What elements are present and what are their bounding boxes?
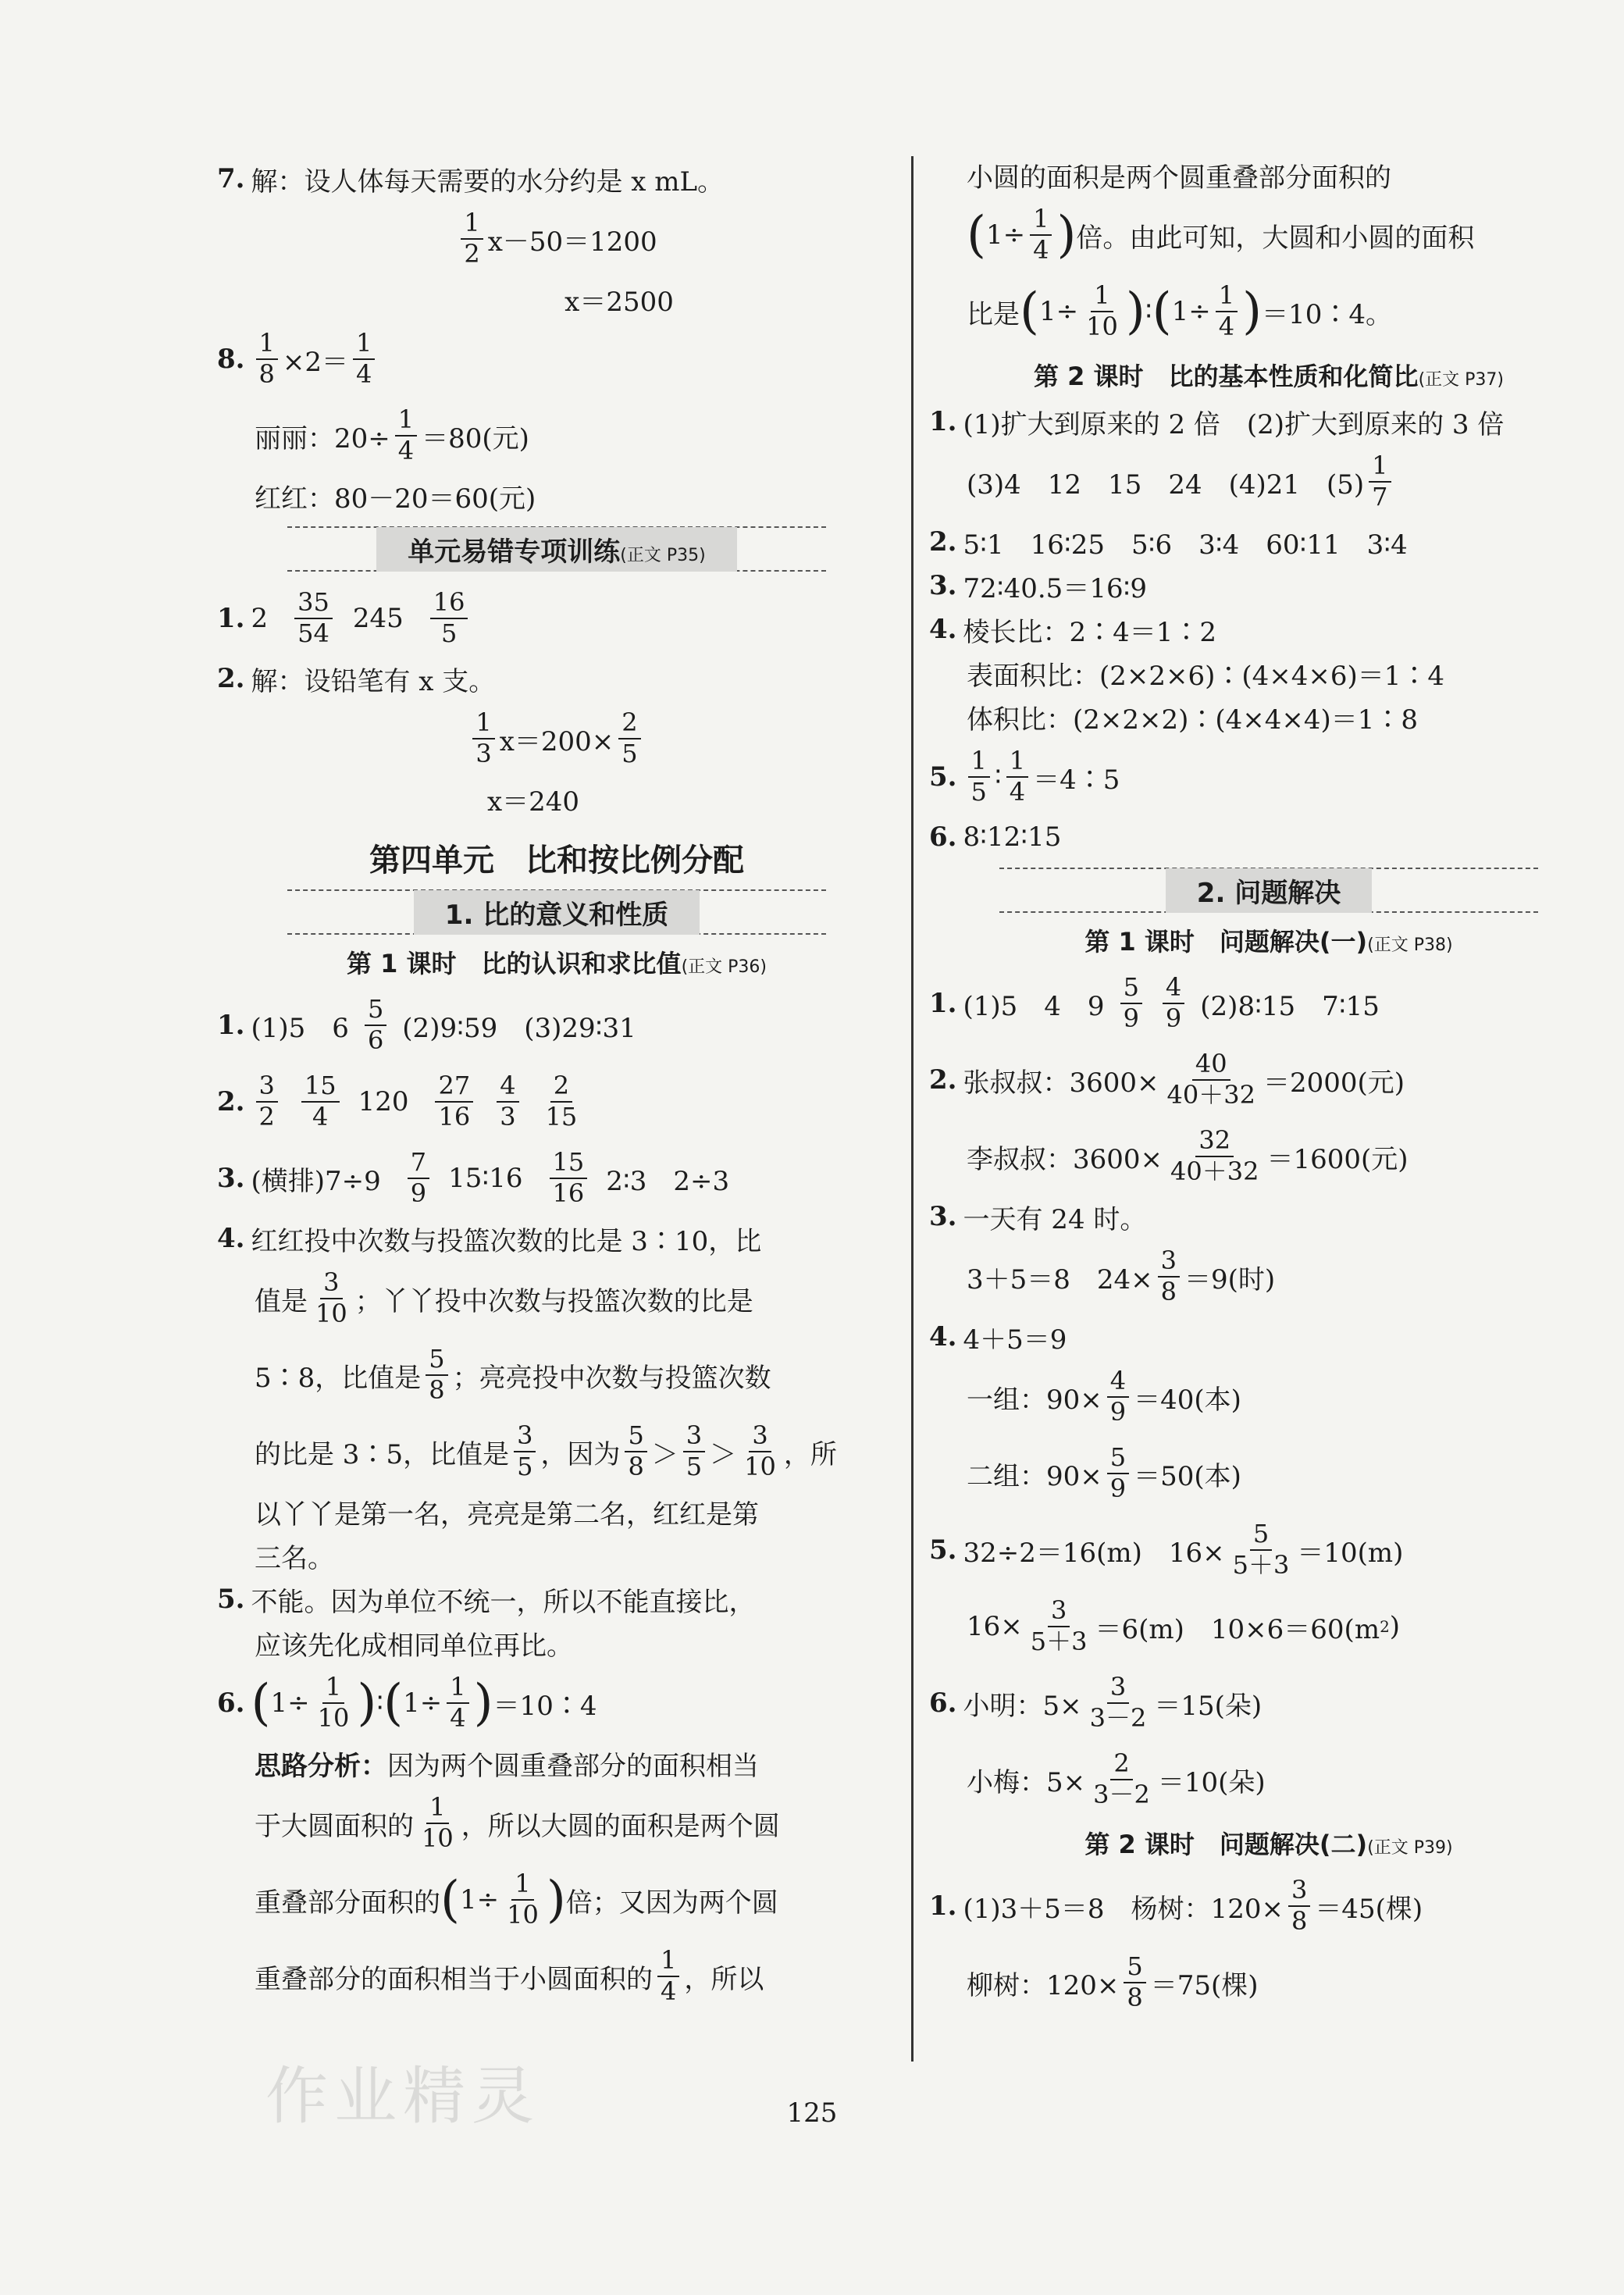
r-q3: 3. 72∶40.5＝16∶9 [929, 570, 1148, 604]
r-q5: 5. $\frac{1}{5}$ ∶ $\frac{1}{4}$ ＝4∶5 [929, 746, 1120, 807]
cont-line-3: 比是 ( 1÷ $\frac{1}{10}$ ) ∶ ( 1÷ $\frac{1}{4}$ ) ＝10∶4。 [967, 280, 1392, 341]
l1-q6: 6. ( 1÷ $\frac{1}{10}$ ) ∶ ( 1÷ $\frac{1}{4}$ ) ＝10∶4 [217, 1672, 597, 1733]
l1-q4-line-5: 以丫丫是第一名，亮亮是第二名，红红是第 [255, 1499, 759, 1531]
left-column [217, 156, 896, 2015]
cont-line-1: 小圆的面积是两个圆重叠部分面积的 [967, 162, 1391, 194]
l1-q2: 2. $\frac{3}{2}$ $\frac{15}{4}$ 120 $\frac{27}{16}$ $\frac{4}{3}$ $\frac{2}{15}$ [217, 1071, 578, 1131]
l1-q6-note-4: 重叠部分的面积相当于小圆面积的 $\frac{1}{4}$ ，所以 [255, 1945, 764, 2006]
p-q4-line-1: 4. 4＋5＝9 [929, 1321, 1067, 1356]
right-column [929, 152, 1608, 2022]
l1-q4-line-3: 5∶8，比值是 $\frac{5}{8}$ ；亮亮投中次数与投篮次数 [255, 1344, 771, 1405]
q8-line-3: 红红：80－20＝60(元) [255, 483, 536, 515]
section-header-unit-errors: 单元易错专项训练(正文 P35) [217, 526, 896, 572]
p-q2-line-1: 2. 张叔叔：3600× $\frac{40}{40+32}$ ＝2000(元) [929, 1049, 1405, 1110]
l1-q1: 1. (1)5 6 $\frac{5}{6}$ (2)9∶59 (3)29∶31 [217, 994, 636, 1055]
r-q1-line-1: 1. (1)扩大到原来的 2 倍 (2)扩大到原来的 3 倍 [929, 406, 1505, 440]
q8-line-2: 丽丽：20÷ $\frac{1}{4}$ ＝80(元) [255, 404, 529, 465]
p-q5-line-2: 16× $\frac{3}{5+3}$ ＝6(m) 10×6＝60(m 2 ) [967, 1595, 1401, 1656]
column-divider [911, 156, 914, 2062]
s1-q2: 2. 解：设铅笔有 x 支。 [217, 663, 496, 697]
watermark: 作业精灵 [265, 2060, 540, 2133]
page-number: 125 [786, 2097, 838, 2129]
p-q6-line-2: 小梅：5× $\frac{2}{3-2}$ ＝10(朵) [967, 1748, 1266, 1809]
cont-line-2: ( 1÷ $\frac{1}{4}$ ) 倍。由此可知，大圆和小圆的面积 [967, 204, 1475, 265]
r1-line-1: 1. (1)3＋5＝8 杨树：120× $\frac{3}{8}$ ＝45(棵) [929, 1875, 1423, 1936]
lesson-title-4: 第 2 课时 问题解决(二)(正文 P39) [1084, 1830, 1453, 1859]
s1-q2-equation: $\frac{1}{3}$ x＝200× $\frac{2}{5}$ [217, 701, 896, 776]
l1-q4-line-4: 的比是 3∶5，比值是 $\frac{3}{5}$ ，因为 $\frac{5}{8}$ ＞ $\frac{3}{5}$ ＞ $\frac{3}{10}$ ，所 [255, 1420, 837, 1481]
r-q4-line-2: 表面积比：(2×2×6)∶(4×4×6)＝1∶4 [967, 660, 1445, 692]
p-q1: 1. (1)5 4 9 $\frac{5}{9}$ $\frac{4}{9}$ (2)8∶15 7∶15 [929, 972, 1380, 1033]
section-header-ratio-meaning: 1. 比的意义和性质 [217, 889, 896, 935]
l1-q4-line-6: 三名。 [255, 1542, 334, 1574]
r-q2: 2. 5∶1 16∶25 5∶6 3∶4 60∶11 3∶4 [929, 526, 1408, 561]
l1-q5-line-1: 5. 不能。因为单位不统一，所以不能直接比， [217, 1584, 756, 1618]
p-q5-line-1: 5. 32÷2＝16(m) 16× $\frac{5}{5+3}$ ＝10(m) [929, 1519, 1404, 1580]
p-q4-line-3: 二组：90× $\frac{5}{9}$ ＝50(本) [967, 1442, 1241, 1503]
p-q2-line-2: 李叔叔：3600× $\frac{32}{40+32}$ ＝1600(元) [967, 1125, 1409, 1186]
lesson-title-3: 第 1 课时 问题解决(一)(正文 P38) [1084, 927, 1453, 957]
r1-line-2: 柳树：120× $\frac{5}{8}$ ＝75(棵) [967, 1951, 1259, 2012]
q7-equation-2: x＝2500 [564, 286, 674, 318]
p-q4-line-2: 一组：90× $\frac{4}{9}$ ＝40(本) [967, 1366, 1241, 1427]
s1-q2-answer: x＝240 [486, 786, 580, 818]
unit-title: 第四单元 比和按比例分配 [369, 843, 744, 878]
section-header-problem-solving: 2. 问题解决 [929, 868, 1608, 913]
q7-equation-1: $\frac{1}{2}$ x－50＝1200 [217, 201, 896, 276]
lesson-title-1: 第 1 课时 比的认识和求比值(正文 P36) [347, 949, 767, 978]
r-q4-line-3: 体积比：(2×2×2)∶(4×4×4)＝1∶8 [967, 704, 1419, 736]
q7-line: 7. 解：设人体每天需要的水分约是 x mL。 [217, 163, 725, 198]
l1-q3: 3. (横排)7÷9 $\frac{7}{9}$ 15∶16 $\frac{15}{16}$ 2∶3 2÷3 [217, 1147, 730, 1208]
l1-q6-note-3: 重叠部分面积的 ( 1÷ $\frac{1}{10}$ ) 倍；又因为两个圆 [255, 1869, 778, 1930]
l1-q6-note-1: 思路分析： 因为两个圆重叠部分的面积相当 [255, 1750, 759, 1782]
l1-q4-line-2: 值是 $\frac{3}{10}$ ；丫丫投中次数与投篮次数的比是 [255, 1267, 753, 1328]
fraction: $\frac{1}{2}$ [461, 210, 483, 267]
s1-q1: 1. 2 $\frac{35}{54}$ 245 $\frac{16}{5}$ [217, 581, 896, 656]
r-q6: 6. 8∶12∶15 [929, 821, 1062, 853]
p-q3-line-1: 3. 一天有 24 时。 [929, 1201, 1147, 1235]
lesson-title-2: 第 2 课时 比的基本性质和化简比(正文 P37) [1034, 362, 1504, 391]
p-q6-line-1: 6. 小明：5× $\frac{3}{3-2}$ ＝15(朵) [929, 1672, 1263, 1733]
q8-line-1: 8. $\frac{1}{8}$ ×2＝ $\frac{1}{4}$ [217, 322, 896, 397]
r-q1-line-2: (3)4 12 15 24 (4)21 (5) $\frac{1}{7}$ [929, 444, 1608, 519]
l1-q4-line-1: 4. 红红投中次数与投篮次数的比是 3∶10，比 [217, 1223, 762, 1257]
r-q4-line-1: 4. 棱长比：2∶4＝1∶2 [929, 614, 1217, 648]
l1-q5-line-2: 应该先化成相同单位再比。 [255, 1630, 573, 1662]
p-q3-line-2: 3＋5＝8 24× $\frac{3}{8}$ ＝9(时) [967, 1246, 1276, 1306]
l1-q6-note-2: 于大圆面积的 $\frac{1}{10}$ ，所以大圆的面积是两个圆 [255, 1792, 780, 1853]
